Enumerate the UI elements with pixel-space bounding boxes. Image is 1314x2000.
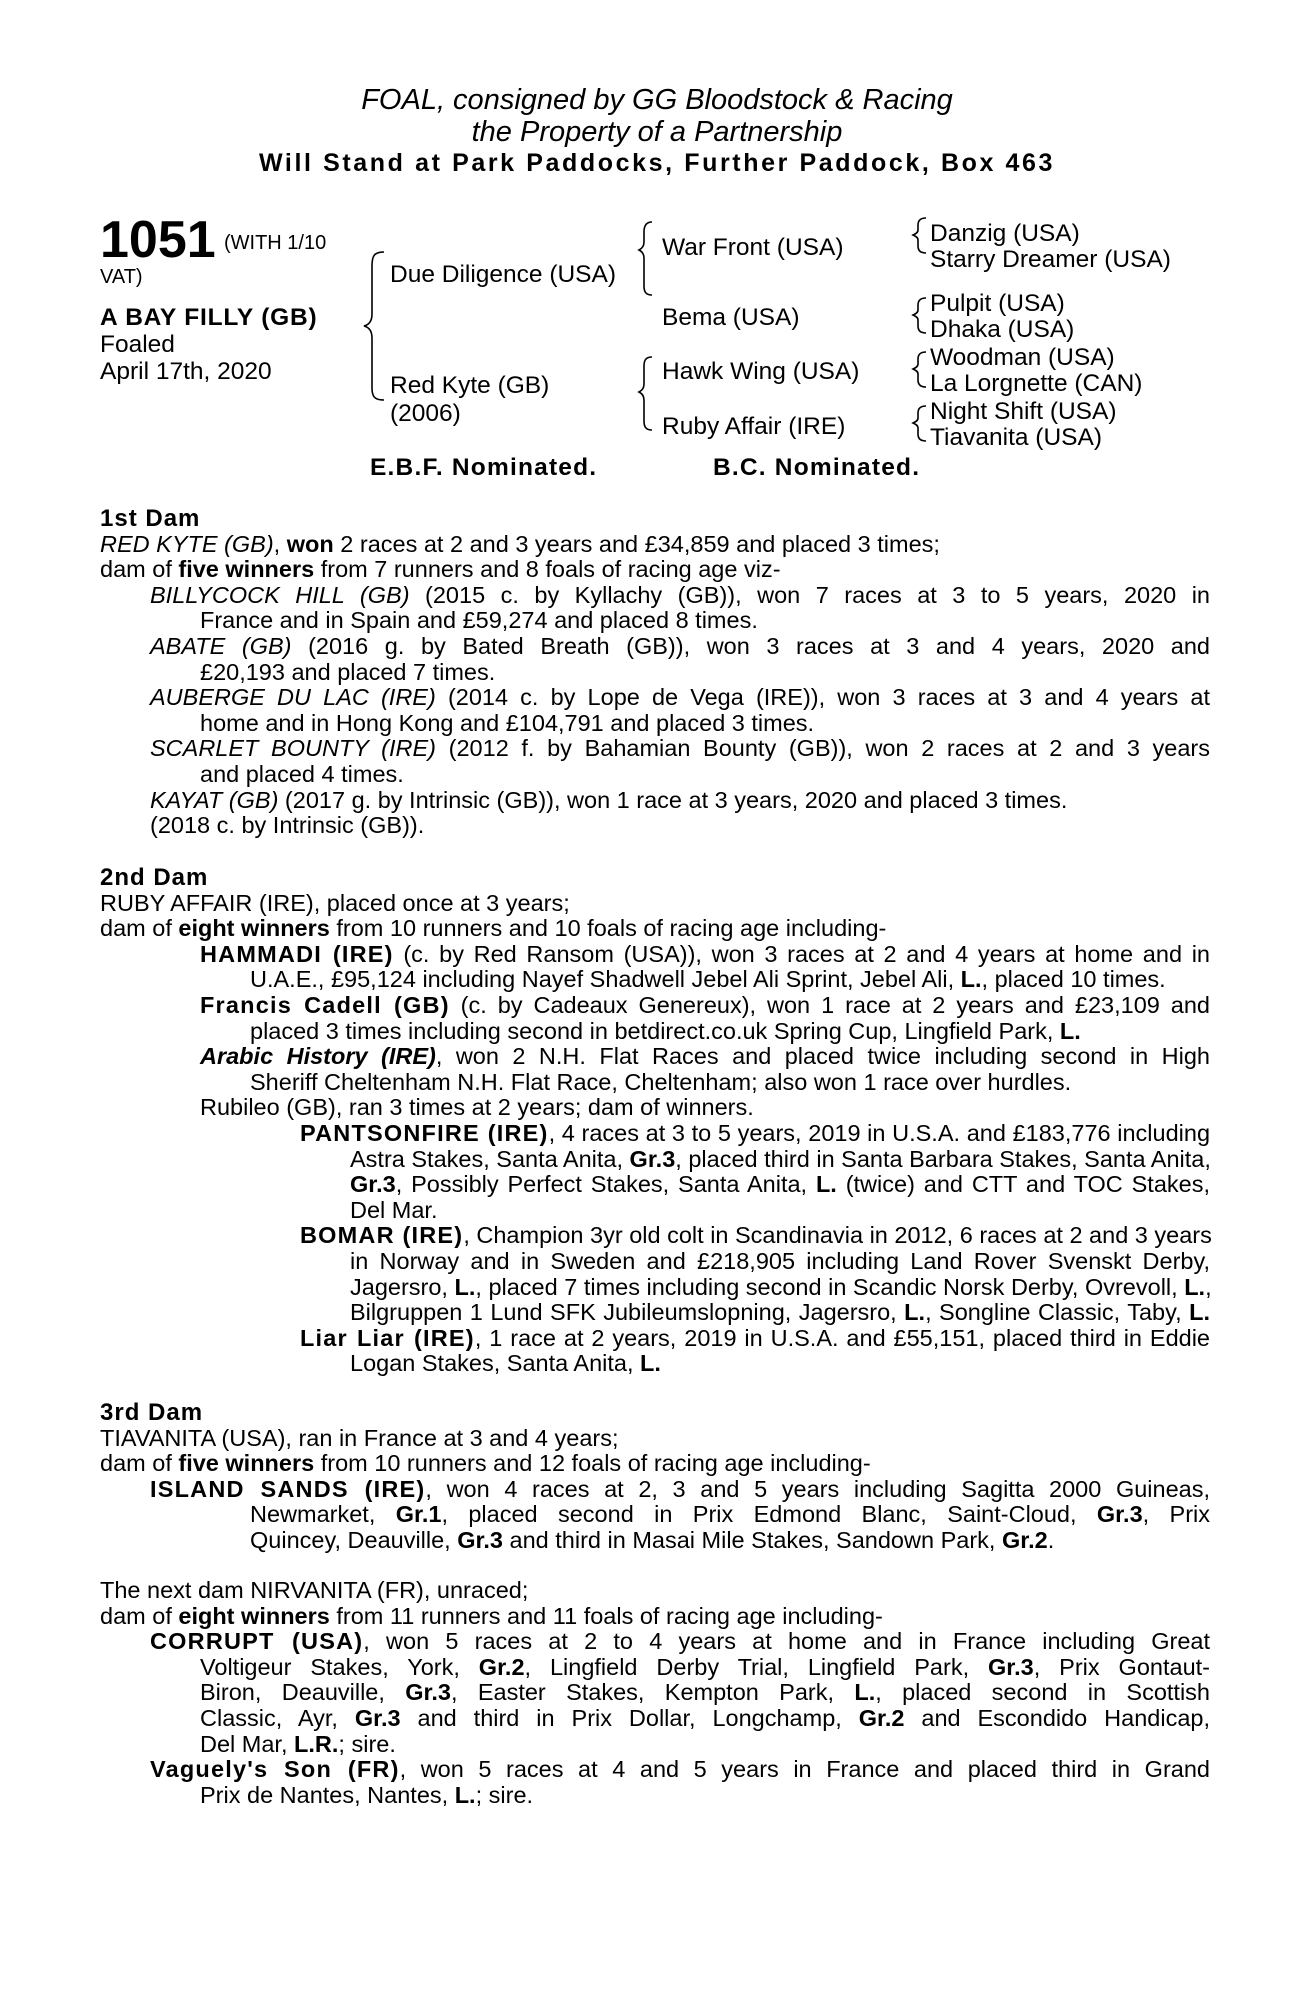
- produce-entry: [100, 993, 1210, 1019]
- horse-record: (c. by Red Ransom (USA)), won 3 races at 2 and 4 years at home and in: [393, 940, 1210, 967]
- text: Jagersro,: [350, 1273, 455, 1300]
- vat-note: (WITH 1/10: [224, 232, 327, 254]
- race-grade: Gr.3: [405, 1679, 451, 1706]
- pedigree-gen3-6: La Lorgnette (CAN): [930, 370, 1143, 397]
- text: ; sire.: [338, 1730, 396, 1757]
- produce-entry: [100, 1477, 1210, 1503]
- second-dam-heading: 2nd Dam: [100, 864, 209, 891]
- text: Quincey, Deauville,: [250, 1526, 458, 1553]
- horse-name: SCARLET BOUNTY (IRE): [150, 735, 437, 762]
- text: Del Mar,: [200, 1730, 295, 1757]
- race-grade: L.: [815, 1171, 837, 1198]
- produce-entry-cont: and placed 4 times.: [200, 760, 404, 787]
- grandproduce-entry-cont: [100, 1147, 1210, 1173]
- race-grade: Gr.3: [350, 1171, 396, 1198]
- race-grade: Gr.2: [478, 1653, 525, 1680]
- produce-entry-cont: [100, 1680, 1210, 1706]
- pedigree-sire-sire: War Front (USA): [662, 234, 844, 261]
- horse-record: , won 5 races at 2 to 4 years at home and in France including Great: [363, 1628, 1211, 1655]
- pedigree-gen3-4: Dhaka (USA): [930, 316, 1075, 343]
- grandproduce-entry: [100, 1326, 1210, 1352]
- dam-record: 2 races at 2 and 3 years and £34,859 and placed 3 times;: [333, 530, 940, 557]
- horse-record: , won 2 N.H. Flat Races and placed twice including second in High: [435, 1043, 1210, 1070]
- horse-record: (2015 c. by Kyllachy (GB)), won 7 races at 3 to 5 years, 2020 in: [409, 581, 1210, 608]
- winners-count: five winners: [178, 556, 315, 583]
- text: Voltigeur Stakes, York,: [200, 1653, 479, 1680]
- horse-name: KAYAT (GB): [150, 786, 279, 813]
- text: Bilgruppen 1 Lund SFK Jubileumslopning, Jagersro,: [350, 1299, 905, 1326]
- produce-entry: [100, 736, 1210, 762]
- produce-entry-cont: £20,193 and placed 7 times.: [200, 658, 496, 685]
- text: Newmarket,: [250, 1501, 396, 1528]
- text: and Escondido Handicap,: [904, 1704, 1210, 1731]
- horse-record: , Champion 3yr old colt in Scandinavia in 2012, 6 races at 2 and 3 years: [463, 1222, 1212, 1249]
- race-grade: Gr.3: [457, 1526, 503, 1553]
- text: and third in Masai Mile Stakes, Sandown Park,: [502, 1526, 1002, 1553]
- grandproduce-entry-cont: [100, 1351, 1210, 1377]
- text: , placed 10 times.: [981, 966, 1166, 993]
- vat-note-cont: VAT): [100, 266, 143, 288]
- produce-entry: [100, 942, 1210, 968]
- produce-entry: [100, 1044, 1210, 1070]
- text: dam of: [100, 556, 179, 583]
- horse-name: Arabic History (IRE): [200, 1043, 436, 1070]
- foaled-date: April 17th, 2020: [100, 358, 272, 385]
- text: from 7 runners and 8 foals of racing age viz-: [314, 556, 781, 583]
- text: , placed second in Scottish: [875, 1679, 1211, 1706]
- produce-entry-cont: [100, 1528, 1210, 1554]
- produce-entry-cont: [100, 1732, 1210, 1758]
- text: (twice) and CTT and TOC Stakes,: [836, 1171, 1210, 1198]
- pedigree-gen3-1: Danzig (USA): [930, 220, 1080, 247]
- produce-entry-cont: [100, 1706, 1210, 1732]
- produce-entry: [100, 583, 1210, 609]
- horse-record: (2014 c. by Lope de Vega (IRE)), won 3 races at 3 and 4 years at: [435, 684, 1210, 711]
- grandproduce-entry-cont: Del Mar.: [350, 1196, 438, 1223]
- second-dam-produce-summary: [100, 916, 1210, 942]
- race-grade: L.: [1059, 1017, 1081, 1044]
- pedigree-sire: Due Diligence (USA): [390, 261, 617, 288]
- produce-entry-cont: [100, 1019, 1210, 1045]
- text: U.A.E., £95,124 including Nayef Shadwell Jebel Ali Sprint, Jebel Ali,: [250, 966, 961, 993]
- text: , placed second in Prix Edmond Blanc, Saint-Cloud,: [441, 1501, 1097, 1528]
- horse-name: ISLAND SANDS (IRE): [150, 1475, 426, 1502]
- first-dam-section: [100, 506, 1210, 839]
- produce-entry: [100, 788, 1210, 814]
- grandproduce-entry-cont: [100, 1172, 1210, 1198]
- text: from 10 runners and 12 foals of racing age including-: [314, 1450, 871, 1477]
- text: , placed third in Santa Barbara Stakes, Santa Anita,: [675, 1145, 1211, 1172]
- text: , Lingfield Derby Trial, Lingfield Park,: [524, 1653, 989, 1680]
- horse-name: HAMMADI (IRE): [200, 940, 394, 967]
- horse-name: Francis Cadell (GB): [200, 991, 450, 1018]
- text: , placed 7 times including second in Scandic Norsk Derby, Ovrevoll,: [475, 1273, 1185, 1300]
- text: dam of: [100, 1602, 179, 1629]
- race-grade: Gr.2: [858, 1704, 905, 1731]
- dam-name: RED KYTE (GB): [100, 530, 274, 557]
- pedigree-gen3-5: Woodman (USA): [930, 344, 1115, 371]
- race-grade: L.: [454, 1781, 476, 1808]
- produce-entry-cont: Sheriff Cheltenham N.H. Flat Race, Cheltenham; also won 1 race over hurdles.: [250, 1068, 1072, 1095]
- first-dam-heading: 1st Dam: [100, 505, 201, 532]
- property-line: the Property of a Partnership: [471, 116, 843, 148]
- produce-entry: [100, 634, 1210, 660]
- text: , Songline Classic, Taby,: [925, 1299, 1190, 1326]
- produce-entry: (2018 c. by Intrinsic (GB)).: [150, 812, 425, 839]
- text: from 11 runners and 11 foals of racing age including-: [329, 1602, 883, 1629]
- produce-entry-cont: [100, 1502, 1210, 1528]
- pedigree-dam-dam: Ruby Affair (IRE): [662, 413, 846, 440]
- text: Biron, Deauville,: [200, 1679, 406, 1706]
- horse-record: , 1 race at 2 years, 2019 in U.S.A. and £55,151, placed third in Eddie: [474, 1324, 1210, 1351]
- race-grade: L.: [960, 966, 982, 993]
- third-dam-line: TIAVANITA (USA), ran in France at 3 and 4 years;: [100, 1424, 619, 1451]
- horse-record: , won 4 races at 2, 3 and 5 years including Sagitta 2000 Guineas,: [425, 1475, 1211, 1502]
- race-grade: L.: [1189, 1299, 1210, 1326]
- race-grade: Gr.2: [1001, 1526, 1048, 1553]
- text: from 10 runners and 10 foals of racing age including-: [329, 915, 887, 942]
- pedigree-gen3-7: Night Shift (USA): [930, 398, 1117, 425]
- text: Classic, Ayr,: [200, 1704, 355, 1731]
- text: , Possibly Perfect Stakes, Santa Anita,: [395, 1171, 816, 1198]
- text: ,: [1205, 1273, 1212, 1300]
- text: dam of: [100, 915, 179, 942]
- horse-name: BILLYCOCK HILL (GB): [150, 581, 410, 608]
- second-dam-line: RUBY AFFAIR (IRE), placed once at 3 years;: [100, 889, 570, 916]
- text: Logan Stakes, Santa Anita,: [350, 1350, 641, 1377]
- produce-entry-cont: home and in Hong Kong and £104,791 and placed 3 times.: [200, 709, 815, 736]
- produce-entry: [100, 685, 1210, 711]
- ebf-nominated: E.B.F. Nominated.: [370, 454, 598, 481]
- pedigree-dam-sire: Hawk Wing (USA): [662, 358, 860, 385]
- text: , Prix Gontaut-: [1033, 1653, 1210, 1680]
- race-grade: L.: [854, 1679, 876, 1706]
- third-dam-heading: 3rd Dam: [100, 1399, 204, 1426]
- horse-record: , won 5 races at 4 and 5 years in France and placed third in Grand: [399, 1756, 1210, 1783]
- horse-name: ABATE (GB): [150, 632, 292, 659]
- pedigree-gen3-3: Pulpit (USA): [930, 290, 1065, 317]
- produce-entry-cont: [100, 967, 1210, 993]
- winners-count: five winners: [178, 1450, 315, 1477]
- pedigree-sire-dam: Bema (USA): [662, 304, 800, 331]
- horse-record: (2016 g. by Bated Breath (GB)), won 3 races at 3 and 4 years, 2020 and: [291, 632, 1210, 659]
- second-dam-section: [100, 865, 1210, 1377]
- pedigree-gen3-2: Starry Dreamer (USA): [930, 246, 1171, 273]
- next-dam-line: The next dam NIRVANITA (FR), unraced;: [100, 1577, 529, 1603]
- race-grade: L.: [1184, 1273, 1206, 1300]
- text: Astra Stakes, Santa Anita,: [350, 1145, 630, 1172]
- next-dam-produce-summary: [100, 1604, 1210, 1630]
- grandproduce-entry: [100, 1121, 1210, 1147]
- produce-entry: [100, 1757, 1210, 1783]
- pedigree-gen3-8: Tiavanita (USA): [930, 424, 1103, 451]
- text: Prix de Nantes, Nantes,: [200, 1781, 455, 1808]
- text: placed 3 times including second in betdirect.co.uk Spring Cup, Lingfield Park,: [250, 1017, 1060, 1044]
- first-dam-produce-summary: [100, 557, 1210, 583]
- race-grade: Gr.3: [629, 1145, 676, 1172]
- horse-name: CORRUPT (USA): [150, 1628, 364, 1655]
- horse-name: Vaguely's Son (FR): [150, 1756, 400, 1783]
- horse-name: PANTSONFIRE (IRE): [300, 1119, 549, 1146]
- bc-nominated: B.C. Nominated.: [713, 454, 921, 481]
- produce-entry: [100, 1629, 1210, 1655]
- horse-name: BOMAR (IRE): [300, 1222, 464, 1249]
- third-dam-produce-summary: [100, 1451, 1210, 1477]
- text: , Easter Stakes, Kempton Park,: [450, 1679, 855, 1706]
- horse-name: Liar Liar (IRE): [300, 1324, 475, 1351]
- winners-count: eight winners: [178, 915, 330, 942]
- produce-entry-cont: France and in Spain and £59,274 and placed 8 times.: [200, 607, 758, 634]
- race-grade: Gr.3: [1096, 1501, 1143, 1528]
- third-dam-section: [100, 1400, 1210, 1554]
- pedigree-dam: Red Kyte (GB): [390, 372, 550, 399]
- race-grade: L.: [640, 1350, 661, 1377]
- lot-number: 1051: [100, 211, 216, 269]
- race-grade: L.R.: [294, 1730, 339, 1757]
- grandproduce-entry-cont: in Norway and in Sweden and £218,905 including Land Rover Svenskt Derby,: [350, 1247, 1210, 1274]
- produce-entry-cont: [100, 1783, 1210, 1809]
- text: dam of: [100, 1450, 179, 1477]
- race-grade: Gr.1: [395, 1501, 442, 1528]
- produce-entry-cont: [100, 1655, 1210, 1681]
- grandproduce-entry-cont: [100, 1275, 1210, 1301]
- grandproduce-entry: [100, 1223, 1210, 1249]
- horse-name: AUBERGE DU LAC (IRE): [150, 684, 436, 711]
- next-dam-section: [100, 1578, 1210, 1808]
- pedigree-dam-year: (2006): [390, 400, 461, 427]
- race-grade: L.: [904, 1299, 926, 1326]
- grandproduce-entry-cont: [100, 1300, 1210, 1326]
- horse-record: (c. by Cadeaux Genereux), won 1 race at 2 years and £23,109 and: [449, 991, 1210, 1018]
- produce-entry: Rubileo (GB), ran 3 times at 2 years; dam of winners.: [200, 1094, 754, 1121]
- text: , Prix: [1142, 1501, 1211, 1528]
- text: ; sire.: [475, 1781, 534, 1808]
- stable-location-line: Will Stand at Park Paddocks, Further Paddock, Box 463: [258, 149, 1056, 177]
- won-word: won: [286, 530, 334, 557]
- race-grade: Gr.3: [354, 1704, 401, 1731]
- text: and third in Prix Dollar, Longchamp,: [400, 1704, 859, 1731]
- horse-record: , 4 races at 3 to 5 years, 2019 in U.S.A. and £183,776 including: [548, 1119, 1211, 1146]
- race-grade: Gr.3: [988, 1653, 1034, 1680]
- horse-record: (2012 f. by Bahamian Bounty (GB)), won 2 races at 2 and 3 years: [436, 735, 1210, 762]
- first-dam-line: RED KYTE (GB), won 2 races at 2 and 3 years and £34,859 and placed 3 times;: [100, 530, 940, 557]
- lot-title: A BAY FILLY (GB): [100, 304, 318, 331]
- foaled-label: Foaled: [100, 331, 175, 358]
- consignor-line: FOAL, consigned by GG Bloodstock & Racing: [361, 84, 953, 116]
- winners-count: eight winners: [178, 1602, 330, 1629]
- horse-record: (2017 g. by Intrinsic (GB)), won 1 race at 3 years, 2020 and placed 3 times.: [278, 786, 1068, 813]
- text: .: [1047, 1526, 1055, 1553]
- race-grade: L.: [454, 1273, 476, 1300]
